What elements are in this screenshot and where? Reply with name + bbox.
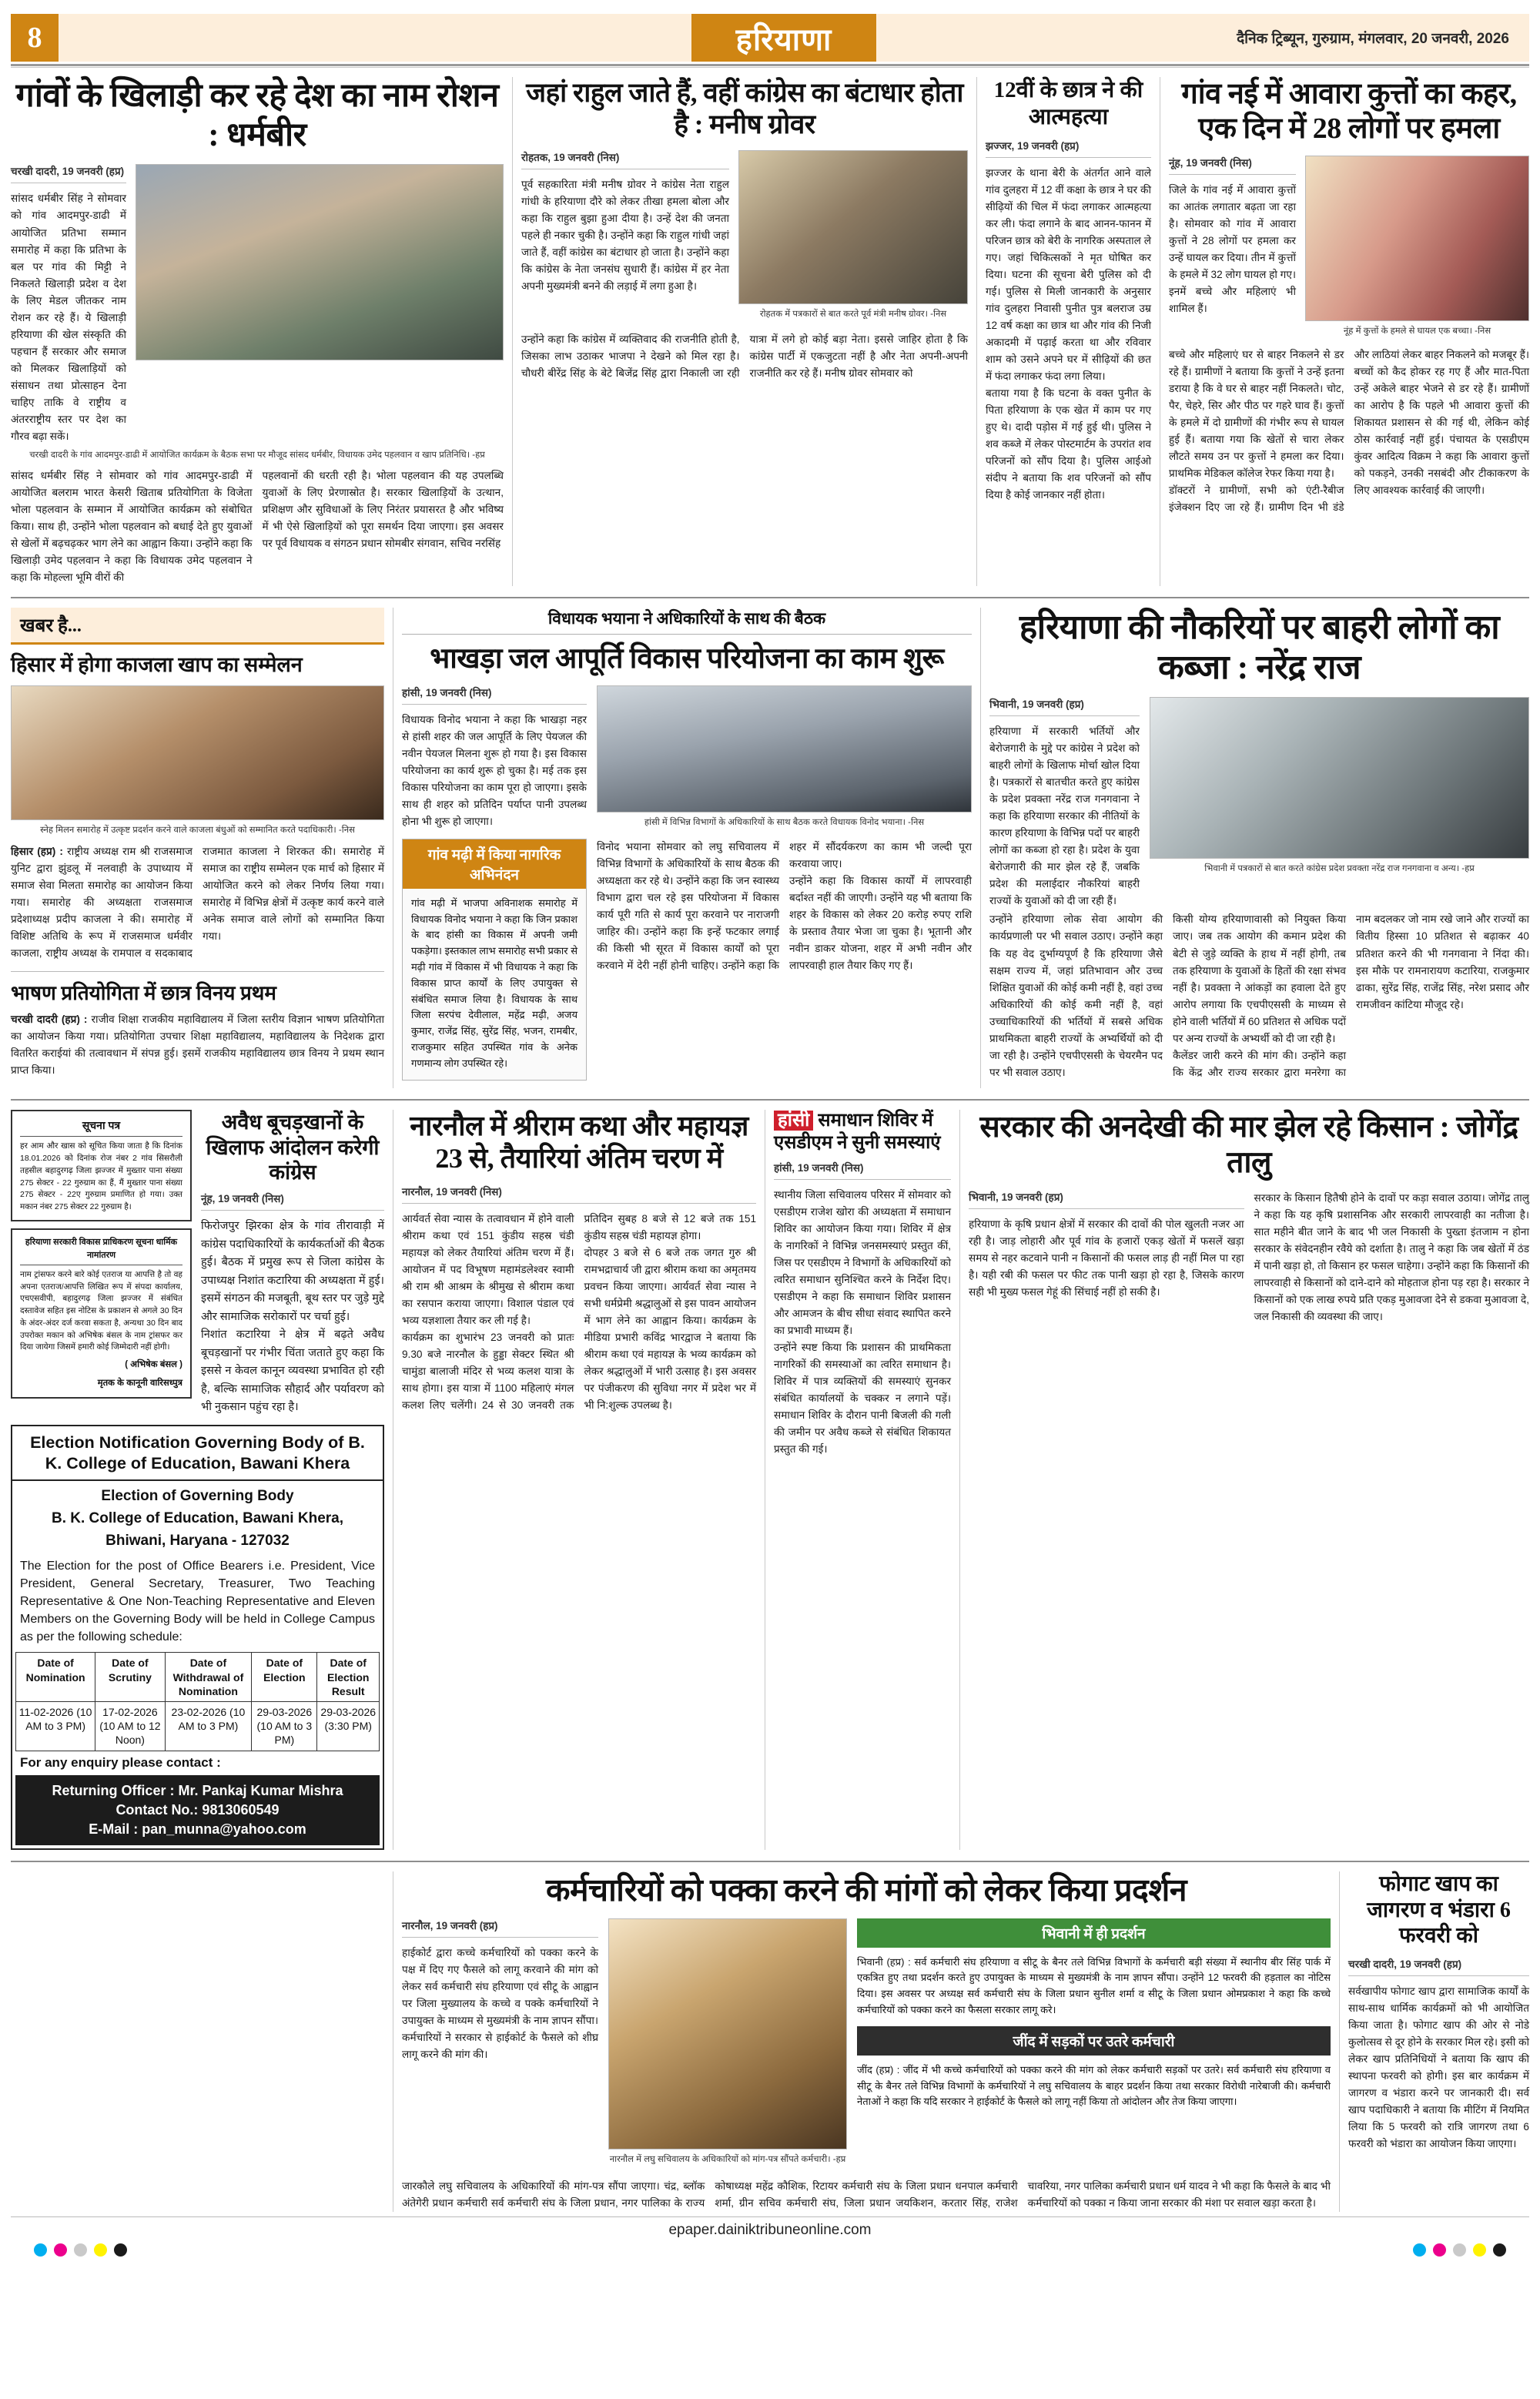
story-bhakhra-water — [402, 608, 972, 1087]
column-header: Date of Election Result — [317, 1653, 380, 1702]
story-paragraph: विनोद भयाना सोमवार को लघु सचिवालय में विभिन्न विभागों के अधिकारियों के साथ बैठक की अध्यक्षता कर रहे थे। उन्होंने कहा कि जन स्वास्थ्य विभाग द्वारा चल रहे इस परियोजना में विकास कार्य पूरी गति से कार्य पूरा करवाने पर नाराजगी जाहिर की। उन्होंने कहा कि इन्हें फटकार लगाई की किसी भी सूरत में विकास कार्यों को पूरा करवाने में देरी नहीं होनी चाहिए। उन्होंने कहा कि शहर में सौंदर्यकरण का काम भी जल्दी पूरा करवाया जाए। — [597, 840, 972, 971]
story-stray-dogs — [1169, 77, 1529, 586]
story-paragraph: सांसद धर्मबीर सिंह ने सोमवार को गांव आदमपुर-डाढी में आयोजित बलराम भारत केसरी खिताब प्रतियोगिता के विजेता भोला पहलवान के सम्मान में आयोजित कार्यक्रम को संबोधित किया। साथ ही, उन्होंने भोला पहलवान को बधाई देते हुए युवाओं से खेलों में बढ़चढ़कर भाग लेने का आह्वान किया। उन्होंने कहा कि खिलाड़ी उमेद पहलवान ने कहा कि विधायक उमेद पहलवान ने कहा कि मोहल्ला भूमि वीरों की — [11, 470, 253, 584]
story-headline: कर्मचारियों को पक्का करने की मांगों को लेकर किया प्रदर्शन — [546, 1872, 1187, 1908]
footer-url[interactable]: epaper.dainiktribuneonline.com — [11, 2216, 1529, 2240]
inset-box-bhiwani — [857, 1918, 1331, 2019]
khabar-hai-column — [11, 608, 384, 1087]
story-headline: भाखड़ा जल आपूर्ति विकास परियोजना का काम शुरू — [430, 643, 944, 675]
ad-contact-block — [15, 1775, 380, 1846]
inset-body: जींद (हप्र) : जींद में भी कच्चे कर्मचारियों को पक्का करने की मांग को लेकर कर्मचारी सड़कों पर उतरे। सर्व कर्मचारी संघ हरियाणा व सीटू के बैनर तले विभिन्न विभागों के कर्मचारियों ने लघु सचिवालय के बाहर प्रदर्शन किया तथा सरकार विरोधी नारेबाजी की। कर्मचारी नेताओं ने कहा कि यदि सरकार ने हाईकोर्ट के फैसले को लागू नहीं किया तो आंदोलन और तेज किया जाएगा। — [857, 2063, 1331, 2108]
dateline-rule — [1169, 174, 1296, 175]
election-notification-ad — [11, 1425, 384, 1850]
story-haryana-jobs — [989, 608, 1529, 1087]
story-paragraph: उन्होंने कहा कि विकास कार्यों में लापरवाही बर्दाश्त नहीं की जाएगी। उन्होंने यह भी बताया कि शहर के विकास को लेकर 20 करोड़ रुपए राशि के प्रस्ताव तैयार भेजा जा चुका है। भूतानी और नवीन डाकर योजना, शहर में अभी नवीन और लापरवाही हाल तैयार किए गए हैं। — [789, 874, 972, 971]
bottom-band — [11, 1871, 1529, 2212]
yellow-dot-icon — [1473, 2243, 1486, 2257]
third-band — [11, 1110, 1529, 1851]
table-cell: 23-02-2026 (10 AM to 3 PM) — [165, 1702, 252, 1751]
cyan-dot-icon — [34, 2243, 47, 2257]
ad-title: Election Notification Governing Body of B. K. College of Education, Bawani Khera — [12, 1426, 383, 1482]
story-hansi-samadhan — [774, 1110, 951, 1851]
column-divider — [976, 77, 977, 586]
section-title: हरियाणा — [691, 14, 876, 62]
inset-title: जींद में सड़कों पर उतरे कर्मचारी — [857, 2026, 1331, 2056]
election-schedule-table — [15, 1652, 380, 1751]
story-dateline: नारनौल, 19 जनवरी (हप्र) — [402, 1919, 498, 1932]
inset-box-jind — [857, 2026, 1331, 2110]
story-headline: हांसी समाधान शिविर में एसडीएम ने सुनी समस्याएं — [774, 1110, 941, 1153]
story-paragraph: हिसार (हप्र) : राष्ट्रीय अध्यक्ष राम श्री राजसमाज युनिट द्वारा झुंडलू में नलवाही के उपाध्याय में समाज सेवा मिलता समारोह का आयोजन किया गया। समारोह की अध्यक्षता राजसमाज प्रदेशाध्यक्ष प्रदीप काजला ने की। समारोह में विशिष्ट अतिथि के रूप में राजसमाज धर्मवीर काजला, राष्ट्रीय अध्यक्ष के रामपाल व सदकाबाद राजमात काजला ने शिरकत की। समारोह में समाज का राष्ट्रीय सम्मेलन एक मार्च को हिसार में आयोजित करने को लेकर निर्णय लिया गया। समारोह में विभिन्न क्षेत्रों में उत्कृष्ट कार्य करने वाले अनेक समाज वाले लोगों को सम्मानित किया गया। — [11, 845, 384, 959]
story-paragraph: जिले के गांव नई में आवारा कुत्तों का आतंक लगातार बढ़ता जा रहा है। सोमवार को गांव में आवारा कुत्तों ने 28 लोगों पर हमला कर उन्हें घायल कर दिया। तीन में कुत्तों के हमले में 32 लोग घायल हो गए। इनमें बच्चे और महिलाएं भी शामिल हैं। — [1169, 183, 1296, 314]
cmyk-registration-marks — [11, 2240, 1529, 2257]
story-divider — [11, 971, 384, 972]
story-paragraph: पहलवानों की धरती रही है। भोला पहलवान की यह उपलब्धि युवाओं के लिए प्रेरणास्रोत है। सरकार खिलाड़ियों के उत्थान, प्रशिक्षण और सुविधाओं के लिए निरंतर प्रयासरत है और भविष्य में भी ऐसे खिलाड़ियों को पूरा समर्थन दिया जाएगा। इस अवसर पर पूर्व विधायक व संगठन प्रधान सोमबीर संगवान, सचिव नरसिंह — [262, 470, 504, 550]
dateline-rule — [989, 715, 1140, 716]
story-paragraph: सांसद धर्मबीर सिंह ने सोमवार को गांव आदमपुर-डाढी में आयोजित प्रतिभा सम्मान समारोह में कहा कि प्रतिभा के बल पर गांव की मिट्टी ने निकलते खिलाड़ी प्रदेश व देश के लिए मेडल जीतकर नाम रोशन कर रहे हैं। ये खिलाड़ी हरियाणा की खेल संस्कृति की पहचान हैं सरकार और समाज को मिलकर खिलाड़ियों को संसाधन तथा प्रोत्साहन देना चाहिए ताकि वे राष्ट्रीय व अंतरराष्ट्रीय स्तर पर देश का गौरव बढ़ा सकें। — [11, 193, 126, 442]
dateline-rule — [1348, 1975, 1529, 1976]
middle-band — [11, 608, 1529, 1087]
story-photo — [738, 150, 968, 304]
story-dateline: हांसी, 19 जनवरी (निस) — [402, 687, 492, 699]
story-dateline: हांसी, 19 जनवरी (निस) — [774, 1162, 864, 1174]
yellow-dot-icon — [94, 2243, 107, 2257]
story-dateline: नूंह, 19 जनवरी (निस) — [201, 1193, 284, 1205]
photo-caption: भिवानी में पत्रकारों से बात करते कांग्रेस प्रदेश प्रवक्ता नरेंद्र राज गनगवाना व अन्य। -हप्र — [1204, 864, 1475, 874]
story-dateline: नूंह, 19 जनवरी (निस) — [1169, 156, 1252, 169]
story-headline: हरियाणा की नौकरियों पर बाहरी लोगों का कब्जा : नरेंद्र राज — [1019, 608, 1500, 687]
story-headline: हिसार में होगा काजला खाप का सम्मेलन — [11, 653, 303, 677]
story-paragraph: कैलेंडर जारी करने की मांग की। उन्होंने कहा कि केंद्र और राज्य सरकार द्वारा मनरेगा का नाम बदलकर जो नाम रखे जाने और राज्यों का वितीय हिस्सा 10 प्रतिशत से बढ़ाकर 40 प्रतिशत करने की भी गनगवाना ने निंदा की। इस मौके पर रामनारायण कटारिया, राजकुमार ढाका, सुरेंद्र सिंह, राजेंद्र सिंह, नरेश प्रसाद और रामजीवन कांटिया मौजूद रहे। — [1173, 913, 1529, 1078]
story-photo — [1305, 156, 1529, 321]
masthead — [11, 14, 1529, 62]
column-header: Date of Election — [252, 1653, 317, 1702]
dateline-rule — [201, 1210, 384, 1211]
story-slaughterhouse — [201, 1110, 384, 1417]
publication-line: दैनिक ट्रिब्यून, गुरुग्राम, मंगलवार, 20 जनवरी, 2026 — [1237, 31, 1509, 47]
returning-officer: Returning Officer : Mr. Pankaj Kumar Mishra — [52, 1782, 343, 1798]
cmyk-dots-left — [34, 2243, 127, 2257]
story-paragraph: आर्यवर्त सेवा न्यास के तत्वावधान में होने वाली श्रीराम कथा एवं 151 कुंडीय सहस्र चंडी महायज्ञ को लेकर तैयारियां अंतिम चरण में हैं। आयोजन में पद विभूषण महामंडलेश्वर स्वामी श्री राम श्री आश्रम के श्रीमुख से श्रीराम कथा का रसपान कराया जाएगा। विशाल पंडाल एवं भव्य यज्ञशाला तैयार कर ली गई है। — [402, 1212, 574, 1326]
story-photo — [597, 685, 972, 813]
cmyk-dots-right — [1413, 2243, 1506, 2257]
story-photo — [1150, 697, 1529, 859]
story-student-suicide — [986, 77, 1151, 586]
story-paragraph: जारकौले लघु सचिवालय के अधिकारियों की मांग-पत्र सौंपा जाएगा। चंद्र, ब्लॉक अंतेगेरी प्रधान कर्मचारी सर्व कर्मचारी संघ के जिला प्रधान, नगर पालिका के राज्य कोषाध्यक्ष महेंद्र कौशिक, रिटायर कर्मचारी संघ के जिला प्रधान धनपाल कर्मचारी शर्मा, ग्रीन सचिव कर्मचारी संघ, जिला प्रधान जयकिशन, करतार सिंह, राजेश चावरिया, नगर पालिका कर्मचारी प्रधान धर्म यादव ने भी कहा कि फैसले के बाद भी कर्मचारियों को पक्का न किया जाना सरकार की मंशा पर सवाल खड़ा करता है। — [402, 2180, 1331, 2210]
story-paragraph: स्थानीय जिला सचिवालय परिसर में सोमवार को एसडीएम राजेश खोरा की अध्यक्षता में समाधान शिविर का आयोजन किया गया। शिविर में क्षेत्र के नागरिकों ने विभिन्न जनसमस्याएं प्रस्तुत कीं, जिस पर एसडीएम ने विभागों के अधिकारियों को त्वरित समाधान सुनिश्चित करने के निर्देश दिए। एसडीएम ने कहा कि समाधान शिविर प्रशासन और आमजन के बीच सीधा संवाद स्थापित करने का प्रभावी माध्यम हैं। — [774, 1189, 951, 1337]
table-cell: 11-02-2026 (10 AM to 3 PM) — [16, 1702, 95, 1751]
story-headline: भाषण प्रतियोगिता में छात्र विनय प्रथम — [11, 981, 276, 1004]
story-paragraph: कार्यक्रम का शुभारंभ 23 जनवरी को प्रातः 9.30 बजे नारनौल के हुड्डा सेक्टर स्थित श्री चामुंडा बालाजी मंदिर से भव्य कलश यात्रा के साथ होगा। इस यात्रा में 1100 महिलाएं मंगल कलश लिए चलेंगी। 24 से 30 जनवरी तक प्रतिदिन सुबह 8 बजे से 12 बजे तक 151 कुंडीय सहस्र चंडी महायज्ञ होगा। — [402, 1212, 756, 1411]
ad-paragraph: The Election for the post of Office Bearers i.e. President, Vice President, General Secretary, Treasurer, Two Teaching Representative & One Non-Teaching Representative and Eleven Members on the Governing Body will be held in College Campus as per the following schedule: — [20, 1559, 375, 1644]
story-rahul-congress — [521, 77, 968, 586]
inset-body: भिवानी (हप्र) : सर्व कर्मचारी संघ हरियाणा व सीटू के बैनर तले विभिन्न विभागों के कर्मचारी बड़ी संख्या में स्थानीय बीर सिंह पार्क में एकत्रित हुए तथा प्रदर्शन करते हुए उपायुक्त के माध्यम से मुख्यमंत्री के नाम ज्ञापन सौंपा। उन्होंने 12 फरवरी की हड़ताल का नोटिस दिया। इस अवसर पर अध्यक्ष सर्व कर्मचारी संघ के जिला प्रधान सुनील शर्मा व सीटू के जिला प्रधान ओमप्रकाश ने कहा कि कच्चे कर्मचारियों को पक्का करने का फैसला सरकार लागू करे। — [857, 1955, 1331, 2015]
story-paragraph: किसी योग्य हरियाणावासी को नियुक्त किया जाए। जब तक आयोग की कमान प्रदेश की बेटी से जुड़े व्यक्ति के हाथ में नहीं होगी, तब तक हरियाणा के युवाओं के हितों की रक्षा संभव नहीं है। प्रवक्ता ने आंकड़ों का हवाला देते हुए आरोप लगाया कि एचपीएससी के माध्यम से होने वाली भर्तियों में 60 प्रतिशत से अधिक पदों पर अन्य राज्यों के अभ्यर्थी को दी जा रही है। — [1173, 913, 1346, 1044]
band-divider — [11, 1861, 1529, 1862]
cyan-dot-icon — [1413, 2243, 1426, 2257]
legal-notice-2 — [11, 1228, 192, 1399]
band-divider — [11, 1099, 1529, 1101]
story-farmers-neglect — [969, 1110, 1529, 1851]
story-dateline: रोहतक, 19 जनवरी (निस) — [521, 151, 620, 163]
story-dateline: भिवानी, 19 जनवरी (हप्र) — [969, 1191, 1063, 1203]
notice-title: हरियाणा सरकारी विकास प्राधिकरण सूचना धार्मिक नामांतरण — [20, 1236, 182, 1265]
dateline-rule — [402, 1203, 756, 1204]
top-band — [11, 77, 1529, 586]
kicker-rule — [402, 634, 972, 635]
black-dot-icon — [1493, 2243, 1506, 2257]
story-photo — [608, 1918, 847, 2149]
story-paragraph: उन्होंने कहा कि कांग्रेस में व्यक्तिवाद की राजनीति होती है, जिसका लाभ उठाकर भाजपा ने देखने को मिल रहा है। चौधरी बीरेंद्र सिंह के बेटे बिजेंद्र सिंह द्वारा निकाली जा रही यात्रा में लगे हो कोई बड़ा नेता। इससे जाहिर होता है कि कांग्रेस पार्टी में एकजुटता नहीं है और नेता अपनी-अपनी राजनीति कर रहे हैं। मनीष ग्रोवर सोमवार को — [521, 333, 968, 380]
story-paragraph: बताया गया है कि घटना के वक्त पुनीत के पिता हरियाणा के एक खेत में काम पर गए हुए थे। दादी पड़ोस में गई हुई थी। पुलिस ने शव कब्जे में लेकर पोस्टमार्टम के उपरांत शव परिजनों को सौंप दिया है। पुलिस आईओ संदीप ने बताया कि शव परिजनों को सौंप दिया है कोई जानकार नहीं होता। — [986, 387, 1151, 501]
ad-subtitle-1: Election of Governing Body — [101, 1488, 294, 1505]
story-employees-protest — [402, 1871, 1331, 2212]
column-divider — [512, 77, 513, 586]
story-paragraph: उन्होंने स्पष्ट किया कि प्रशासन की प्राथमिकता नागरिकों की समस्याओं का त्वरित समाधान है। शिविर में पात्र व्यक्तियों की समस्याएं सुनकर संबंधित कार्यालयों के चक्कर न लगाने पड़ें। समाधान शिविर के दौरान पानी बिजली की गली की जमीन पर अवैध कब्जे से संबंधित शिकायत प्रस्तुत की गई। — [774, 1342, 951, 1456]
story-headline: सरकार की अनदेखी की मार झेल रहे किसान : जोगेंद्र तालु — [979, 1110, 1518, 1179]
story-headline: अवैध बूचड़खानों के खिलाफ आंदोलन करेगी कांग्रेस — [206, 1110, 380, 1184]
story-village-players — [11, 77, 504, 586]
story-kicker: विधायक भयाना ने अधिकारियों के साथ की बैठक — [547, 609, 826, 628]
legal-notice-1 — [11, 1110, 192, 1221]
story-narnaul-katha — [402, 1110, 756, 1851]
masthead-spacer-left — [59, 14, 691, 62]
story-paragraph: हरियाणा में सरकारी भर्तियों और बेरोजगारी के मुद्दे पर कांग्रेस ने प्रदेश को बाहरी लोगों के खिलाफ मोर्चा खोल दिया है। पत्रकारों से बातचीत करते हुए कांग्रेस के प्रदेश प्रवक्ता नरेंद्र राज गनगवाना ने कहा कि हरियाणा सरकार की नीतियों के कारण हरियाणा के विभिन्न पदों पर बाहरी लोगों का कब्जा हो रहा है। प्रदेश के युवा बेरोजगारी की मार झेल रहे हैं, जबकि प्रदेश की मलाईदार नौकरियां बाहरी राज्यों के युवाओं को दी जा रही हैं। — [989, 725, 1140, 907]
photo-caption: रोहतक में पत्रकारों से बात करते पूर्व मंत्री मनीष ग्रोवर। -निस — [759, 309, 947, 319]
story-headline: गांवों के खिलाड़ी कर रहे देश का नाम रोशन : धर्मबीर — [15, 78, 499, 153]
story-paragraph: निशांत कटारिया ने क्षेत्र में बढ़ते अवैध बूचड़खानों पर गंभीर चिंता जताते हुए कहा कि इससे न केवल कानून व्यवस्था प्रभावित हो रही है, बल्कि सामाजिक सौहार्द और पर्यावरण को भी नुकसान पहुंच रहा है। — [201, 1328, 384, 1414]
band-divider — [11, 597, 1529, 598]
column-header: Date of Scrutiny — [95, 1653, 165, 1702]
story-paragraph: सर्वखापीय फोगाट खाप द्वारा सामाजिक कार्यों के साथ-साथ धार्मिक कार्यक्रमों को भी आयोजित किया जाता है। फोगाट खाप की ओर से नोडे कुलोत्सव से दूर होने के सरकार मिल रहे। इसी को लेकर खाप प्रतिनिधियों ने बताया कि खाप की स्थापना फरवरी को होगी। इस बार कार्यक्रम में जागरण व भंडारा करने पर जानकारी दी। सर्व खाप पदाधिकारी ने बताया कि मीटिंग में नियमित लिया कि 5 फरवरी को रात्रि जागरण तथा 6 फरवरी को भंडारा का आयोजन किया जाएगा। — [1348, 1985, 1529, 2150]
dateline-rule — [774, 1179, 951, 1180]
table-row — [16, 1702, 380, 1751]
notice-signature-role: मृतक के कानूनी वारिसध्पुत्र — [97, 1378, 182, 1388]
story-paragraph: बच्चे और महिलाएं घर से बाहर निकलने से डर रहे हैं। ग्रामीणों ने बताया कि कुत्तों ने उन्हें इतना डराया है कि वे घर से बाहर नहीं निकलते। चोट, पैर, चेहरे, सिर और पीठ पर गहरे घाव हैं। कुत्तों के हमले में दो ग्रामीणों की गंभीर रूप से घायल हुई हैं। बताया गया कि खेतों से चारा लेकर लौटते समय उन पर कुत्तों ने हमला कर दिया। प्राथमिक मेडिकल कॉलेज रेफर किया गया है। — [1169, 349, 1344, 480]
story-dateline: चरखी दादरी (हप्र) : — [11, 1014, 88, 1026]
inset-title: भिवानी में ही प्रदर्शन — [857, 1918, 1331, 1948]
classified-column — [11, 1110, 384, 1851]
ad-contact-label: For any enquiry please contact : — [20, 1754, 221, 1770]
dateline-rule — [986, 157, 1151, 158]
story-dateline: नारनौल, 19 जनवरी (निस) — [402, 1185, 502, 1198]
newspaper-page — [0, 14, 1540, 2399]
photo-caption: नूंह में कुत्तों के हमले से घायल एक बच्चा। -निस — [1343, 326, 1491, 336]
dateline-rule — [402, 1937, 598, 1938]
story-paragraph: विधायक विनोद भयाना ने कहा कि भाखड़ा नहर से हांसी शहर की जल आपूर्ति के लिए पेयजल की नवीन पेयजल मिलना शुरू हो गया है। इस विकास परियोजना का कार्य शुरू हो चुका है। मई तक इस विकास परियोजना का काम पूरा हो जाएगा। इसके साथ ही शहर को प्रतिदिन पर्याप्त पानी उपलब्ध होना भी शुरू हो जाएगा। — [402, 714, 587, 828]
khabar-hai-label: खबर है... — [11, 608, 384, 645]
story-paragraph: पूर्व सहकारिता मंत्री मनीष ग्रोवर ने कांग्रेस नेता राहुल गांधी के हरियाणा दौरे को लेकर तीखा हमला बोला और कहा कि राहुल बुझा हुआ दीया है। उन्हें देश की जनता पहले ही नकार चुकी है। उन्होंने कहा कि राहुल गांधी जहां जाते हैं, वहीं कांग्रेस का बंटाधार हो जाता है। उन्होंने कहा कि कांग्रेस के नेता जनसंघ सुधारी हैं। कांग्रेस में हर नेता अपनी मुख्यमंत्री बनने की लड़ाई में लगा हुआ है। — [521, 178, 729, 292]
page-number: 8 — [11, 14, 59, 62]
column-divider — [959, 1110, 960, 1851]
contact-number: Contact No.: 9813060549 — [116, 1801, 280, 1818]
story-paragraph: उन्होंने हरियाणा लोक सेवा आयोग की कार्यप्रणाली पर भी सवाल उठाए। उन्होंने कहा कि यह वेद दुर्भाग्यपूर्ण है कि हरियाणा जैसे सक्षम राज्य में, जहां प्रतिभावान और उच्च शिक्षित युवाओं की कोई कमी नहीं है, वहां उच्च अधिकारियों की कोई कमी नहीं है, वहां उच्चाधिकारियों की भर्तियों में सबसे अधिक प्राथमिकता बाहरी राज्यों के अभ्यर्थियों को दी जा रही है। उन्होंने एचपीएससी के चेयरमैन पद पर भी सवाल उठाए। — [989, 913, 1163, 1078]
photo-caption: नारनौल में लघु सचिवालय के अधिकारियों को मांग-पत्र सौंपते कर्मचारी। -हप्र — [609, 2154, 846, 2164]
story-dateline: झज्जर, 19 जनवरी (हप्र) — [986, 139, 1080, 152]
column-divider — [1339, 1871, 1340, 2212]
location-tag: हांसी — [774, 1111, 813, 1131]
story-headline: गांव नई में आवारा कुत्तों का कहर, एक दिन में 28 लोगों पर हमला — [1181, 78, 1517, 145]
story-fogat-khap — [1348, 1871, 1529, 2212]
dateline-rule — [402, 704, 587, 705]
table-header-row — [16, 1653, 380, 1702]
story-dateline: हिसार (हप्र) : — [11, 845, 63, 857]
column-header: Date of Nomination — [16, 1653, 95, 1702]
notice-body: नाम ट्रांसफर करने बारे कोई एतराज या आपत्ति है तो वह अपना एतराज/आपत्ति लिखित रूप में संपदा कार्यालय, एचएसवीपी, बहादुरगढ़ जिला झज्जर में संबंधित दस्तावेज सहित इस नोटिस के प्रकाशन से अगले 30 दिन के अंदर-अंदर दर्ज करवा सकता है, अन्यथा 30 दिन बाद उपरोक्त मकान को अभिषेक बंसल के नाम ट्रांसफर कर दिया जायेगा जिसमें हमारी कोई जिम्मेदारी नहीं होगी। — [20, 1269, 182, 1352]
story-paragraph: हरियाणा के कृषि प्रधान क्षेत्रों में सरकार की दावों की पोल खुलती नजर आ रही है। जाड़ लोहारी और पूर्व गांव के हजारों एकड़ खेतों में फसलें खड़ा समय से नहर कटवाने पानी न किसानों की फसल लाड़ ही नहीं मिल पा रहा है। यही रबी की फसल पर फीट तक पानी खड़ा हो रहा है, जिसके कारण सही भी मुख्य फसल गेहूं की सिंचाई नहीं हो सकी है। — [969, 1218, 1244, 1298]
story-headline: जहां राहुल जाते हैं, वहीं कांग्रेस का बंटाधार होता है : मनीष ग्रोवर — [526, 78, 963, 140]
story-dateline: चरखी दादरी, 19 जनवरी (हप्र) — [1348, 1958, 1462, 1970]
notice-title: सूचना पत्र — [20, 1117, 182, 1138]
magenta-dot-icon — [1433, 2243, 1446, 2257]
story-photo — [136, 164, 504, 360]
table-cell: 29-03-2026 (10 AM to 3 PM) — [252, 1702, 317, 1751]
story-headline: फोगाट खाप का जागरण व भंडारा 6 फरवरी को — [1367, 1872, 1511, 1948]
column-divider — [980, 608, 981, 1087]
dateline-rule — [969, 1208, 1244, 1209]
masthead-rule-thick — [11, 64, 1529, 66]
registration-dot-icon — [1453, 2243, 1466, 2257]
column-header: Date of Withdrawal of Nomination — [165, 1653, 252, 1702]
inset-body: गांव मढ़ी में भाजपा अविनाशक समारोह में विधायक विनोद भयाना ने कहा कि जिन प्रकाश के बाद हांसी का विकास में अपनी जमी पकड़ेगा। इस्तकाल लाभ समारोह सभी प्रकार से मढ़ी गांव में विकास में भी विधायक ने कहा कि विकास प्राप्त कार्यों के लिए उपायुक्त से संबंधित समाज लिया है। विधायक के साथ जिला सरपंच देवीलाल, महेंद्र मढ़ी, अजय कुमार, राजेंद्र सिंह, सुरेंद्र सिंह, भजन, रामबीर, राजकुमार सहित उपस्थित गांव के अनेक गणमान्य लोग उपस्थित रहे। — [411, 896, 578, 1069]
photo-caption: हांसी में विभिन्न विभागों के अधिकारियों के साथ बैठक करते विधायक विनोद भयाना। -निस — [644, 818, 925, 828]
notice-signature: ( अभिषेक बंसल ) — [125, 1360, 182, 1370]
story-paragraph: दोपहर 3 बजे से 6 बजे तक जगत गुरु श्री रामभद्राचार्य जी द्वारा श्रीराम कथा का अमृतमय प्रवचन किया जाएगा। आर्यवर्त सेवा न्यास ने सभी धर्मप्रेमी श्रद्धालुओं से इस पावन आयोजन में भाग लेने का आह्वान किया। कार्यक्रम के मीडिया प्रभारी कविंद्र भारद्वाज ने बताया कि श्रीराम कथा एवं महायज्ञ के भव्य कार्यक्रम को लेकर श्रद्धालुओं में भारी उत्साह है। इस अवसर पर पंजीकरण की सुविधा नगर में प्रदेश भर में भी नि:शुल्क उपलब्ध है। — [584, 1246, 756, 1411]
story-paragraph: सरकार के किसान हितैषी होने के दावों पर कड़ा सवाल उठाया। जोगेंद्र तालु ने कहा कि यह कृषि प्रशासनिक और सरकारी लापरवाही का नतीजा है। सात महीने बीत जाने के बाद भी जल निकासी के पुख्ता इंतजाम न होना सरकार के संवेदनहीन रवैये को दर्शाता है। तालु ने कहा कि जब खेतों में ठंड में पानी खड़ा हो, तो किसान हर फसल चाहेगा। उन्होंने कहा कि किसानों की लापरवाही से किसानों को दाने-दाने को मोहताज होना पड़ रहा है। सरकार ने किसानों को एक लाख रुपये प्रति एकड़ मुआवजा देने से डकवा मुआवजा दे, जल निकासी की व्यवस्था की जाए। — [1254, 1191, 1529, 1322]
table-cell: 17-02-2026 (10 AM to 12 Noon) — [95, 1702, 165, 1751]
inset-title: गांव मढ़ी में किया नागरिक अभिनंदन — [403, 839, 586, 889]
masthead-rule-thin — [11, 67, 1529, 68]
photo-caption: स्नेह मिलन समारोह में उत्कृष्ट प्रदर्शन करने वाले काजला बंधुओं को सम्मानित करते पदाधिकारी। -निस — [40, 825, 355, 835]
story-paragraph: हाईकोर्ट द्वारा कच्चे कर्मचारियों को पक्का करने के पक्ष में दिए गए फैसले को लागू करवाने की मांग को लेकर सर्व कर्मचारी संघ हरियाणा एवं सीटू के आह्वान पर जिला मुख्यालय के कच्चे व पक्के कर्मचारियों ने उपायुक्त के माध्यम से मुख्यमंत्री के नाम ज्ञापन सौंपा। कर्मचारियों ने सरकार से हाईकोर्ट के फैसले को शीघ्र लागू करने की मांग की। — [402, 1946, 598, 2060]
story-headline: 12वीं के छात्र ने की आत्महत्या — [993, 78, 1143, 129]
photo-caption: चरखी दादरी के गांव आदमपुर-डाढी में आयोजित कार्यक्रम के बैठक सभा पर मौजूद सांसद धर्मबीर, विधायक उमेद पहलवान व खाप प्रतिनिधि। -हप्र — [29, 450, 485, 460]
story-headline: नारनौल में श्रीराम कथा और महायज्ञ 23 से, तैयारियां अंतिम चरण में — [410, 1110, 748, 1174]
inset-box-mudhi — [402, 839, 587, 1081]
ad-subtitle-3: Bhiwani, Haryana - 127032 — [105, 1532, 290, 1549]
story-photo — [11, 685, 384, 820]
contact-email: E-Mail : pan_munna@yahoo.com — [89, 1821, 306, 1837]
story-paragraph: चरखी दादरी (हप्र) : राजीव शिक्षा राजकीय महाविद्यालय में जिला स्तरीय विज्ञान भाषण प्रतियोगिता का आयोजन किया गया। प्रतियोगिता उपचार शिक्षा महाविद्यालय, महाविद्यालय के निदेशक द्वारा वितरित कराईयां की तत्वावधान में संपन्न हुई। इसमें राजकीय महाविद्यालय छात्र विनय ने प्रथम स्थान प्राप्त किया। — [11, 1014, 384, 1077]
table-cell: 29-03-2026 (3:30 PM) — [317, 1702, 380, 1751]
registration-dot-icon — [74, 2243, 87, 2257]
story-dateline: चरखी दादरी, 19 जनवरी (हप्र) — [11, 166, 125, 178]
magenta-dot-icon — [54, 2243, 67, 2257]
black-dot-icon — [114, 2243, 127, 2257]
story-paragraph: फिरोजपुर झिरका क्षेत्र के गांव तीरावाड़ी में कांग्रेस पदाधिकारियों के कार्यकर्ताओं की बैठक हुई। बैठक में प्रमुख रूप से जिला कांग्रेस के उपाध्यक्ष निशांत कटारिया की अध्यक्षता में हुई। इसमें संगठन की मजबूती, बूथ स्तर पर जुड़े मुद्दे और सामाजिक सरोकारों पर चर्चा हुई। — [201, 1220, 384, 1323]
story-paragraph: डॉक्टरों ने ग्रामीणों, सभी को एंटी-रैबीज इंजेक्शन दिए जा रहे हैं। ग्रामीण दिन भी डंडे और लाठियां लेकर बाहर निकलने को मजबूर हैं। बच्चों को कैद होकर रह गए हैं और मात-पिता उन्हें अकेले बाहर भेजने से डर रहे हैं। ग्रामीणों का आरोप है कि पहले भी आवारा कुत्तों की शिकायत प्रशासन से की गई थी, लेकिन कोई ठोस कार्रवाई नहीं हुई। पंचायत के एसडीएम कुंवर आदित्य विक्रम ने कहा कि आवारा कुत्तों को पकड़ने, उनकी नसबंदी और टीकाकरण के लिए आवश्यक कार्रवाई की जाएगी। — [1169, 349, 1529, 514]
notice-body: हर आम और खास को सूचित किया जाता है कि दिनांक 18.01.2026 को दिनांक रोज नंबर 2 गांव सिसरौली तहसील बहादुरगढ़ जिला झज्जर में मुख्तार पाना संख्या 275 सेक्टर - 22 गुरुग्राम का हैं, मैं मुख्तार पाना संख्या 275 सेक्टर - 22ए गुरुग्राम प्रमाणित हो गया। उक्त मकान नंबर 275 सेक्टर 22 गुरुग्राम है। — [20, 1141, 182, 1212]
ad-subtitle-2: B. K. College of Education, Bawani Khera, — [52, 1510, 343, 1527]
story-paragraph: झज्जर के थाना बेरी के अंतर्गत आने वाले गांव दुलहरा में 12 वीं कक्षा के छात्र ने घर की सीढ़ियों की चिल में फंदा लगाकर आत्महत्या कर ली। फंदा लगाने के बाद आनन-फानन में परिजन छात्र को बेरी के नागरिक अस्पताल ले गए। जहां चिकित्सकों ने मृत घोषित कर दिया। घटना की सूचना बेरी पुलिस को दी गई। पुलिस से मिली जानकारी के अनुसार गांव दुलहरा निवासी पुनीत पुत्र बलराज उम्र 12 वर्ष कक्षा का छात्र था और गांव की निजी अकादमी में पढ़ाई करता था और रविवार शाम को उसने अपने घर में सीढ़ियों की छत में फंदा लगाकर फंदा लगा लिया। — [986, 166, 1151, 382]
bottom-left-spacer — [11, 1871, 384, 2212]
story-dateline: भिवानी, 19 जनवरी (हप्र) — [989, 699, 1084, 711]
